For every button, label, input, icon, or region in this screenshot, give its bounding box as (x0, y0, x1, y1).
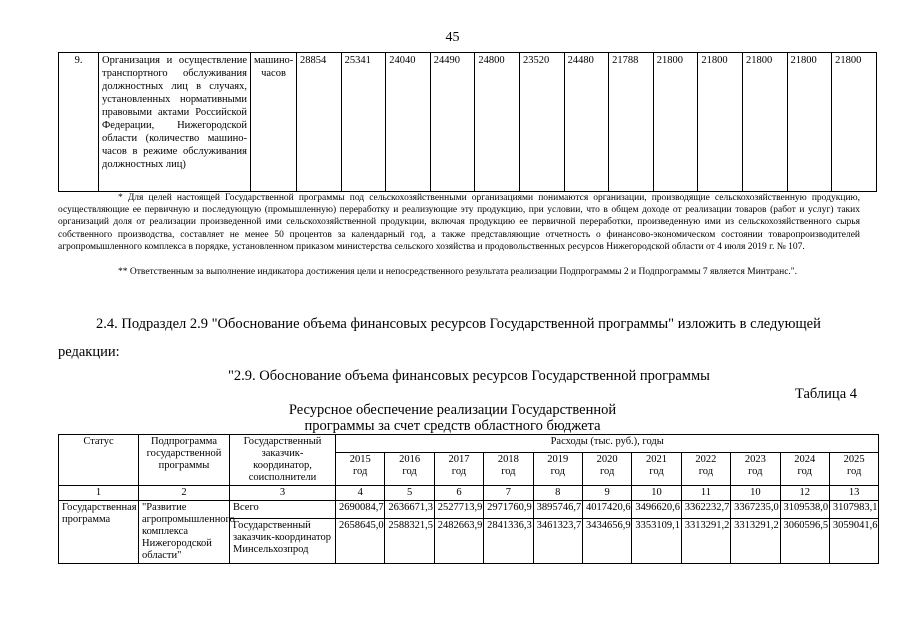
year-unit: год (748, 466, 763, 478)
indicator-description: Организация и осуществление транспортного обслуживания должностных лиц в случаях, установленных нормативными правовыми актами Российской Федерации, Нижегородской области (количество машино-часов в режиме обслуживания должностных лиц) (99, 53, 251, 192)
expense-value: 2636671,3 (385, 501, 434, 519)
year-unit: год (846, 466, 862, 478)
year-header (336, 453, 385, 486)
row-customer: Государственный заказчик-координатор Минсельхозпрод (230, 518, 336, 564)
indicator-table (58, 52, 877, 192)
resource-table (58, 434, 879, 564)
column-number: 11 (681, 486, 730, 501)
row-number: 9. (59, 53, 99, 192)
year-value: 2019 (547, 454, 569, 466)
year-value: 2018 (497, 454, 519, 466)
table-row (59, 501, 879, 519)
year-unit: год (698, 466, 714, 478)
section-heading: 2.4. Подраздел 2.9 "Обоснование объема финансовых ресурсов Государственной программы" изложить в следующей (96, 316, 821, 332)
expense-value: 4017420,6 (582, 501, 631, 519)
expense-value: 3353109,1 (632, 518, 681, 564)
year-unit: год (501, 466, 516, 478)
expense-value: 2482663,9 (434, 518, 483, 564)
expense-value: 3434656,9 (582, 518, 631, 564)
year-header (681, 453, 730, 486)
column-number: 3 (230, 486, 336, 501)
column-number: 4 (336, 486, 385, 501)
expense-value: 2841336,3 (484, 518, 533, 564)
column-number: 5 (385, 486, 434, 501)
footnote-1: * Для целей настоящей Государственной программы под сельскохозяйственными организациями понимаются организации, производящие сельскохозяйственную продукцию, осуществляющие ее первичную и последующую (промышленную) переработку и реализующие эту продукцию, при условии, что в общем доходе от реализации товаров (работ и услуг) таких организаций доля от реализации произведенной ими сельскохозяйственной продукции, включая продукцию ее первичной переработки, произведенную ими из сельскохозяйственного сырья собственного производства, составляет не менее 50 процентов за календарный год, а также представляющие отчетность о финансово-экономическом состоянии товаропроизводителей агропромышленного комплекса в порядке, установленном приказом министерства сельского хозяйства и продовольственных ресурсов Нижегородской области от 4 июля 2019 г. № 107. (58, 193, 860, 252)
year-value: 2020 (596, 454, 618, 466)
year-unit: год (599, 466, 615, 478)
footnote-2: ** Ответственным за выполнение индикатора достижения цели и непосредственного результата реализации Подпрограммы 2 и Подпрограммы 7 является Минтранс.". (118, 267, 798, 277)
year-unit: год (402, 466, 417, 478)
expense-value: 2971760,9 (484, 501, 533, 519)
year-header (829, 453, 878, 486)
expense-value: 2588321,5 (385, 518, 434, 564)
row-subprogram: "Развитие агропромышленного комплекса Нижегородской области" (139, 501, 230, 564)
indicator-value: 24480 (564, 53, 609, 192)
year-unit: год (797, 466, 812, 478)
expense-value: 2658645,0 (336, 518, 385, 564)
expense-value: 3107983,1 (829, 501, 878, 519)
expense-value: 3461323,7 (533, 518, 582, 564)
year-header (780, 453, 829, 486)
page-number: 45 (445, 30, 460, 45)
year-header (731, 453, 780, 486)
year-value: 2016 (399, 454, 421, 466)
column-number: 2 (139, 486, 230, 501)
indicator-value: 28854 (297, 53, 342, 192)
expense-value: 3109538,0 (780, 501, 829, 519)
indicator-value: 21800 (832, 53, 877, 192)
year-value: 2024 (794, 454, 816, 466)
year-unit: год (550, 466, 565, 478)
indicator-value: 21800 (653, 53, 698, 192)
indicator-value: 24040 (386, 53, 431, 192)
indicator-unit: машино-часов (251, 53, 297, 192)
year-header (434, 453, 483, 486)
column-number: 6 (434, 486, 483, 501)
column-number: 12 (780, 486, 829, 501)
year-header (582, 453, 631, 486)
header-expenses: Расходы (тыс. руб.), годы (336, 435, 879, 453)
expense-value: 3367235,0 (731, 501, 780, 519)
year-value: 2017 (448, 454, 470, 466)
indicator-value: 21800 (698, 53, 743, 192)
table-caption-line-2: программы за счет средств областного бюджета (304, 418, 601, 434)
indicator-value: 24800 (475, 53, 520, 192)
expense-value: 3060596,5 (780, 518, 829, 564)
header-customer: Государственный заказчик-координатор, соисполнители (230, 435, 336, 486)
table-caption-line-1: Ресурсное обеспечение реализации Государственной (288, 402, 617, 418)
indicator-value: 21788 (609, 53, 654, 192)
year-header (484, 453, 533, 486)
header-subprogram: Подпрограмма государственной программы (139, 435, 230, 486)
indicator-value: 23520 (519, 53, 564, 192)
row-customer: Всего (230, 501, 336, 519)
column-number: 13 (829, 486, 878, 501)
expense-value: 3059041,6 (829, 518, 878, 564)
year-value: 2022 (695, 454, 717, 466)
year-header (385, 453, 434, 486)
year-header (533, 453, 582, 486)
row-status: Государственная программа (59, 501, 139, 564)
year-unit: год (649, 466, 664, 478)
expense-value: 3362232,7 (681, 501, 730, 519)
expense-value: 3313291,2 (681, 518, 730, 564)
expense-value: 3496620,6 (632, 501, 681, 519)
year-value: 2021 (646, 454, 668, 466)
expense-value: 3895746,7 (533, 501, 582, 519)
column-number: 9 (582, 486, 631, 501)
indicator-value: 25341 (341, 53, 386, 192)
year-value: 2025 (843, 454, 865, 466)
indicator-value: 21800 (742, 53, 787, 192)
expense-value: 2690084,7 (336, 501, 385, 519)
table-row (59, 53, 877, 192)
year-value: 2015 (349, 454, 371, 466)
column-number: 10 (632, 486, 681, 501)
indicator-value: 21800 (787, 53, 832, 192)
header-status: Статус (59, 435, 139, 486)
expense-value: 2527713,9 (434, 501, 483, 519)
table-label: Таблица 4 (794, 386, 857, 402)
column-number: 10 (731, 486, 780, 501)
year-unit: год (353, 466, 368, 478)
column-number: 7 (484, 486, 533, 501)
year-header (632, 453, 681, 486)
subsection-title: "2.9. Обоснование объема финансовых ресурсов Государственной программы (228, 368, 710, 384)
year-value: 2023 (744, 454, 766, 466)
column-numbers-row (59, 486, 879, 501)
indicator-value: 24490 (430, 53, 475, 192)
header-row (59, 435, 879, 453)
section-heading-continuation: редакции: (58, 344, 120, 360)
year-unit: год (451, 466, 467, 478)
column-number: 1 (59, 486, 139, 501)
column-number: 8 (533, 486, 582, 501)
expense-value: 3313291,2 (731, 518, 780, 564)
